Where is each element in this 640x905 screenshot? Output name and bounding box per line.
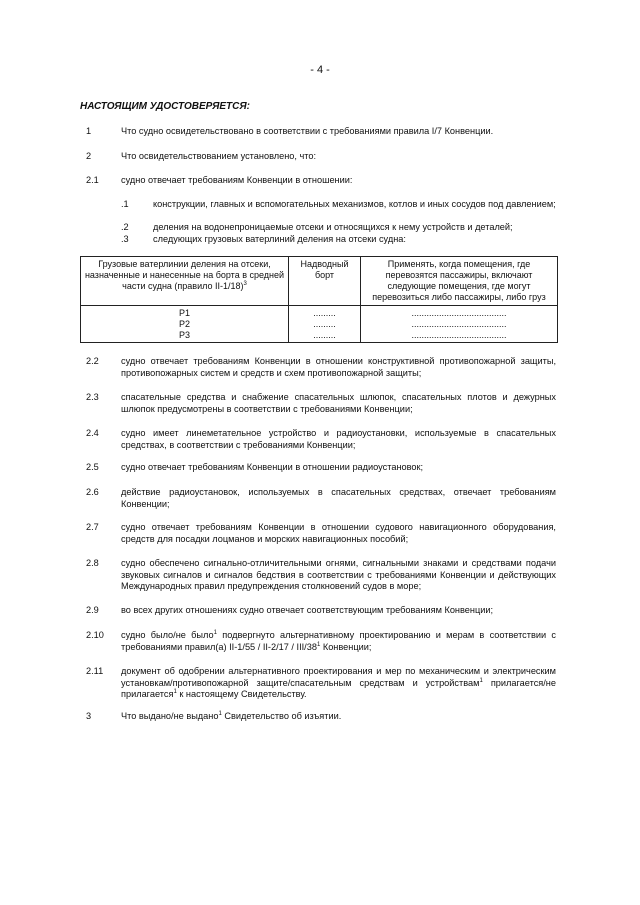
item-text: во всех других отношениях судно отвечает соответствующим требованиям Конвенции; [121,605,494,615]
header-freeboard: Надводный борт [289,257,361,306]
item-text: судно было/не было$^1$ подвергнуто альтернативному проектированию и мерам в соответствии с требованиями правил(а) II-1/55 / II-2/17 / III/$38^1$ Конвенции; [121,629,557,652]
load-line-mark: P2 [81,319,289,330]
load-line-mark: P3 [81,330,289,343]
item-number: 3 [86,711,92,721]
item-number: 1 [86,126,92,136]
item-text: судно отвечает требованиям Конвенции в отношении конструктивной противопожарной защиты, противопожарных систем и средств и схем противопожарной защиты; [121,356,556,378]
item-text: спасательные средства и снабжение спасательных шлюпок, спасательных плотов и дежурных шлюпок предусмотрены в соответствии с требованиями Конвенции; [121,392,556,414]
item-text: Что освидетельствованием установлено, что: [121,151,317,161]
item-text: судно отвечает требованиям Конвенции в отношении: [121,175,353,185]
item-text: судно имеет линеметательное устройство и радиоустановки, используемые в спасательных средствах, в соответствии с требованиями Конвенции; [121,428,556,450]
item-text: судно отвечает требованиям Конвенции в отношении радиоустановок; [121,462,424,472]
spaces-value: ...................................... [361,330,558,343]
item-number: 2.5 [86,462,99,472]
spaces-value: ...................................... [361,306,558,320]
header-load-lines: Грузовые ватерлинии деления на отсеки, назначенные и нанесенные на борта в средней части судна (правило II-1/18)$^3$ [81,257,289,306]
table-row [81,330,558,343]
item-number: 2.11 [86,666,104,676]
freeboard-value: ......... [289,319,361,330]
page-number: - 4 - [310,64,330,76]
item-number: 2.3 [86,392,99,402]
subitem-text: следующих грузовых ватерлиний деления на отсеки судна: [153,234,406,244]
subitem-number: .3 [121,234,129,244]
subitem-number: .2 [121,222,129,232]
item-number: 2.10 [86,630,104,640]
item-number: 2.2 [86,356,99,366]
item-number: 2.9 [86,605,99,615]
item-number: 2.7 [86,522,99,532]
item-text: документ об одобрении альтернативного проектирования и мер по механическим и электрическим установкам/противопожарной защите/спасательным средствам и устройствам$^1$ прилагается/не прилагается$^1$ к настоящему Свидетельству. [121,666,556,700]
table-header-row [81,257,558,306]
item-text: судно отвечает требованиям Конвенции в отношении судового навигационного оборудования, средств для посадки лоцманов и морских навигационных пособий; [121,522,556,544]
freeboard-value: ......... [289,306,361,320]
subitem-text: деления на водонепроницаемые отсеки и относящихся к нему устройств и деталей; [153,222,513,232]
spaces-value: ...................................... [361,319,558,330]
header-spaces: Применять, когда помещения, где перевозятся пассажиры, включают следующие помещения, где могут перевозиться либо пассажиры, либо груз [361,257,558,306]
item-text: Что выдано/не выдано$^1$ Свидетельство об изъятии. [121,710,342,721]
table-row [81,319,558,330]
item-number: 2.4 [86,428,99,438]
item-number: 2.1 [86,175,99,185]
item-number: 2.8 [86,558,99,568]
item-number: 2.6 [86,487,99,497]
section-heading: НАСТОЯЩИМ УДОСТОВЕРЯЕТСЯ: [80,101,250,112]
subitem-text: конструкции, главных и вспомогательных механизмов, котлов и иных сосудов под давлением; [153,199,556,209]
item-number: 2 [86,151,92,161]
item-text: судно обеспечено сигнально-отличительными огнями, сигнальными знаками и средствами подачи звуковых сигналов и сигналов бедствия в соответствии с требованиями Конвенции и действующих Международных правил предупреждения столкновений судов в море; [121,558,556,592]
subitem-number: .1 [121,199,129,209]
item-text: Что судно освидетельствовано в соответствии с требованиями правила I/7 Конвенции. [121,126,494,136]
item-text: действие радиоустановок, используемых в спасательных средствах, отвечает требованиям Конвенции; [121,487,556,509]
table-row [81,306,558,320]
freeboard-value: ......... [289,330,361,343]
subdivision-load-lines-table [80,256,558,343]
load-line-mark: P1 [81,306,289,320]
